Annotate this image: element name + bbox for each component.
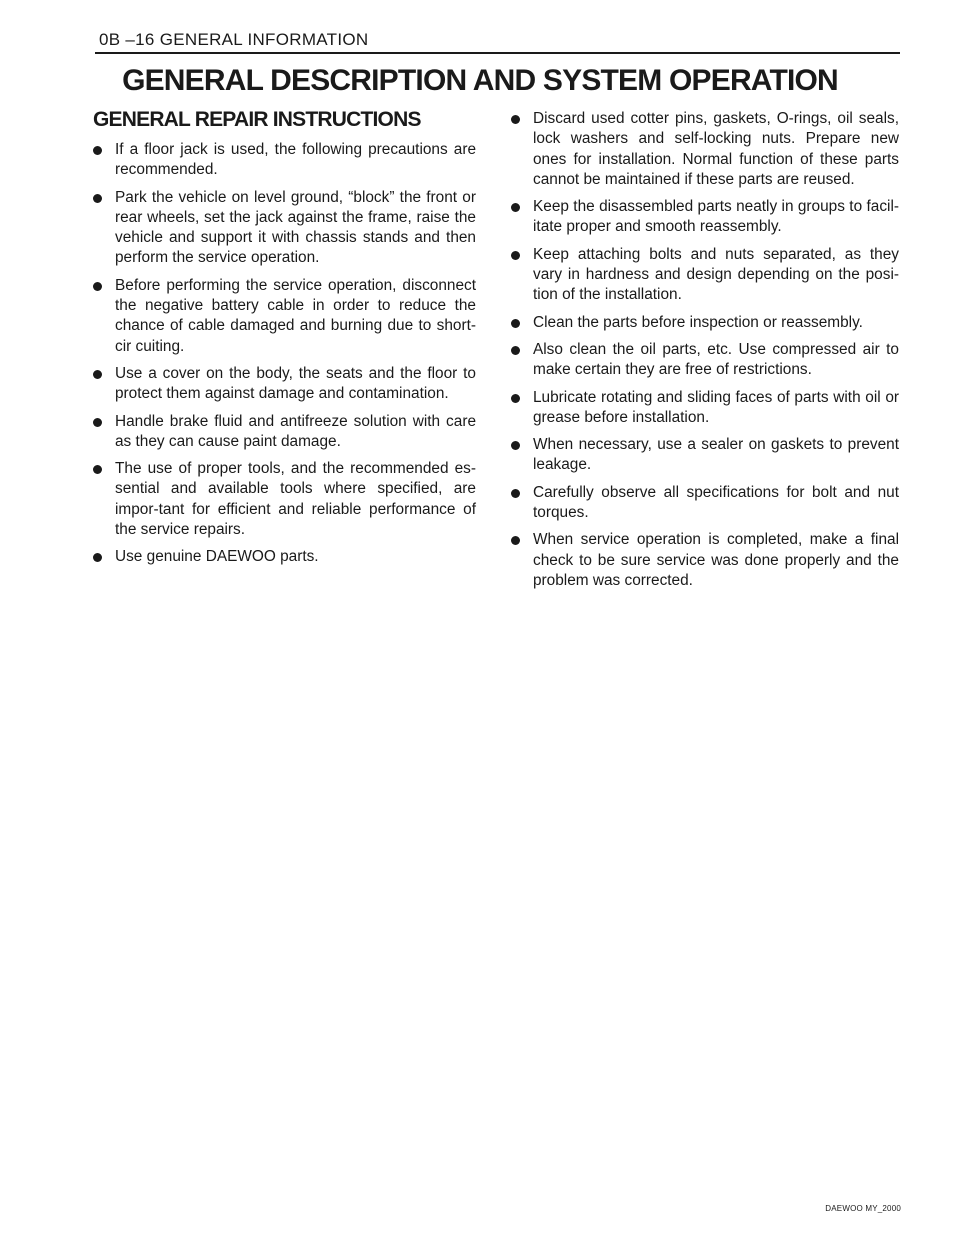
list-item	[511, 435, 899, 476]
list-item-text: Lubricate rotating and sliding faces of parts with oil or grease before installation.	[533, 388, 899, 426]
list-item-text: Park the vehicle on level ground, “block” the front or rear wheels, set the jack against the frame, raise the vehicle and support it with chassis stands and then perform the service operation.	[115, 188, 476, 267]
bullet-icon	[511, 319, 520, 328]
list-item	[93, 412, 476, 453]
list-item	[93, 459, 476, 540]
list-item	[511, 388, 899, 429]
bullet-icon	[93, 282, 102, 291]
list-item	[93, 364, 476, 405]
list-item-text: Carefully observe all specifications for bolt and nut torques.	[533, 483, 899, 522]
list-item	[93, 188, 476, 269]
list-item	[511, 530, 899, 591]
list-item-text: Use a cover on the body, the seats and the floor to protect them against damage and contamination.	[115, 364, 476, 403]
list-item-text: Handle brake fluid and antifreeze solution with care as they can cause paint damage.	[115, 412, 476, 450]
bullet-icon	[511, 536, 520, 545]
bullet-icon	[93, 465, 102, 474]
list-item	[93, 276, 476, 357]
list-item-text: Before performing the service operation, disconnect the negative battery cable in order to reduce the chance of cable damaged and burning due to short-cir cuiting.	[115, 276, 476, 355]
footer-code: DAEWOO MY_2000	[825, 1204, 901, 1213]
bullet-icon	[511, 203, 520, 212]
bullet-icon	[511, 441, 520, 450]
bullet-icon	[511, 251, 520, 260]
page-header-label: 0B –16 GENERAL INFORMATION	[99, 30, 369, 49]
list-item-text: When service operation is completed, make a final check to be sure service was done properly and the problem was corrected.	[533, 531, 899, 589]
list-item-text: Also clean the oil parts, etc. Use compressed air to make certain they are free of restrictions.	[533, 340, 899, 379]
list-item-text: When necessary, use a sealer on gaskets to prevent leakage.	[533, 436, 899, 474]
list-item	[511, 313, 899, 333]
bullet-icon	[93, 418, 102, 427]
list-item-text: Use genuine DAEWOO parts.	[115, 548, 319, 566]
bullet-icon	[511, 489, 520, 498]
right-bullet-list	[511, 109, 899, 591]
bullet-icon	[511, 346, 520, 355]
list-item	[93, 140, 476, 181]
list-item-text: Clean the parts before inspection or reassembly.	[533, 313, 863, 331]
left-column	[93, 104, 476, 575]
section-title: GENERAL REPAIR INSTRUCTIONS	[93, 108, 421, 131]
list-item-text: Keep the disassembled parts neatly in groups to facil-itate proper and smooth reassembly.	[533, 198, 899, 236]
list-item	[93, 547, 476, 567]
page-header	[95, 28, 900, 54]
bullet-icon	[93, 553, 102, 562]
page-title: GENERAL DESCRIPTION AND SYSTEM OPERATION	[122, 64, 838, 97]
list-item	[511, 340, 899, 381]
bullet-icon	[511, 115, 520, 124]
list-item-text: Discard used cotter pins, gaskets, O-rings, oil seals, lock washers and self-locking nuts. Prepare new ones for installation. Normal function of these parts cannot be maintained if these parts are reused.	[533, 110, 899, 188]
right-column	[511, 109, 899, 598]
list-item	[511, 483, 899, 524]
list-item	[511, 197, 899, 238]
left-bullet-list	[93, 140, 476, 568]
list-item	[511, 245, 899, 306]
list-item-text: If a floor jack is used, the following precautions are recommended.	[115, 141, 476, 179]
bullet-icon	[93, 194, 102, 203]
list-item	[511, 109, 899, 190]
bullet-icon	[93, 146, 102, 155]
list-item-text: Keep attaching bolts and nuts separated, as they vary in hardness and design depending on the posi-tion of the installation.	[533, 245, 899, 304]
list-item-text: The use of proper tools, and the recommended es-sential and available tools where specified, are impor-tant for efficient and reliable performance of the service repairs.	[115, 460, 476, 539]
bullet-icon	[93, 370, 102, 379]
bullet-icon	[511, 394, 520, 403]
